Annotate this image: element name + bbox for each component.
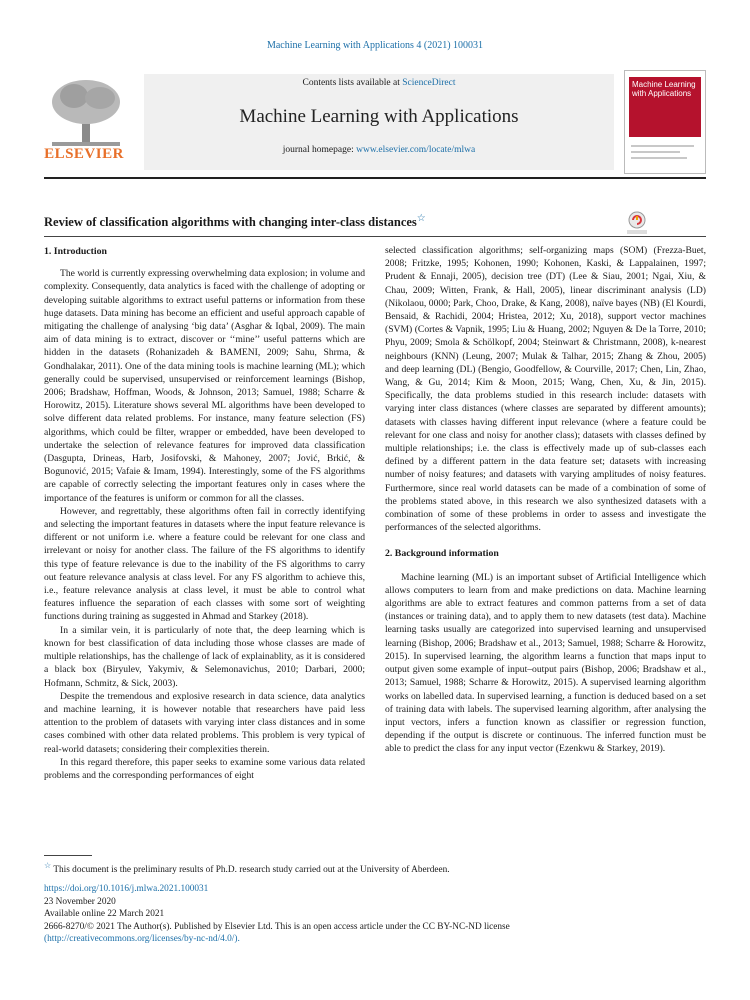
intro-paragraph-2: However, and regrettably, these algorithms often fail in correctly identifying and selecting the important features in datasets where the input feature relevance is different or not uniform i.e. where a feature could be relevant for one class and irrelevant or noisy for another class. The failure of the FS algorithms to identify this type of feature relevance is due to the inability of the FS algorithms to carry out feature relevance analysis at class level. For any FS algorithm to achieve this, i.e., feature relevance analysis at class level, it must be able to control what features influence the separation of each classes with some sort of weighting functions during training as suggested in Ahmad and Starkey (2018).	[44, 505, 365, 623]
contents-prefix: Contents lists available at	[302, 78, 403, 88]
journal-cover-thumbnail[interactable]	[624, 70, 706, 174]
elsevier-wordmark: ELSEVIER	[44, 146, 124, 162]
journal-masthead	[44, 70, 706, 174]
footnote	[44, 861, 450, 875]
sciencedirect-link[interactable]: ScienceDirect	[402, 78, 456, 88]
license-link[interactable]: (http://creativecommons.org/licenses/by-nc-nd/4.0/).	[44, 934, 240, 945]
homepage-prefix: journal homepage:	[282, 145, 357, 155]
footnote-rule	[44, 855, 92, 856]
cover-title: Machine Learning with Applications	[632, 80, 696, 98]
available-online-date: Available online 22 March 2021	[44, 909, 165, 920]
left-column	[44, 244, 365, 782]
received-date: 23 November 2020	[44, 896, 116, 907]
title-rule	[44, 236, 706, 237]
cover-decoration	[631, 145, 701, 163]
check-updates-icon	[625, 210, 649, 236]
title-footnote-marker[interactable]: ☆	[416, 213, 426, 224]
contents-line	[144, 78, 614, 88]
journal-homepage-link[interactable]: www.elsevier.com/locate/mlwa	[356, 145, 476, 155]
article-metadata	[44, 883, 510, 946]
homepage-line	[144, 145, 614, 155]
intro-paragraph-5: In this regard therefore, this paper seeks to examine some various data related problems and the corresponding performances of eight	[44, 756, 365, 781]
footnote-marker: ☆	[44, 861, 52, 870]
intro-paragraph-4: Despite the tremendous and explosive research in data science, data analytics and machine learning, it is however notable that researchers have paid less attention to the problem of datasets with varying inter class distances and in some cases combined with other data related problems. This problem is very typical of real-world datasets; considering their complexities therein.	[44, 690, 365, 755]
background-paragraph-1: Machine learning (ML) is an important subset of Artificial Intelligence which allows computers to learn from and make predictions on data. Machine learning algorithms are able to extract features and common patterns from a set of data (instances or training data), and to apply them to new datasets (test data). Machine learning tasks usually are categorized into supervised learning and unsupervised learning (Bishop, 2006; Bradshaw et al., 2013; Samuel, 1988; Scharre & Horowitz, 2015). In supervised learning, the algorithm learns a function that maps input to output given some example of input–output pairs (Bishop, 2006; Bradshaw et al., 2013; Samuel, 1988; Scharre & Horowitz, 2015). A supervised learning algorithm works on labelled data. In supervised learning, a function is deduced based on a set of training data with labels. The supervised learning algorithm, after analysing the input vectors, infers a function known as classifier or regression function, depending if the output is discrete or continuous. The inferred function must be able to predict the class for any input vector (Ezenkwu & Starkey, 2019).	[385, 571, 706, 755]
journal-title: Machine Learning with Applications	[239, 106, 519, 127]
license-statement: 2666-8270/© 2021 The Author(s). Published by Elsevier Ltd. This is an open access article under the CC BY-NC-ND license	[44, 921, 510, 932]
footnote-text: This document is the preliminary results of Ph.D. research study carried out at the University of Aberdeen.	[53, 865, 450, 876]
right-column	[385, 244, 706, 756]
intro-paragraph-1: The world is currently expressing overwhelming data explosion; in volume and complexity. Consequently, data analytics is faced with the challenge of adopting or developing suitable algorithms to extract useful patterns or information from these huge datasets. Data mining has become an efficient and useful approach capable of mitigating the challenge of analysing ‘big data’ (Asghar & Iqbal, 2009). The main aim of data mining is to extract, discover or ‘‘mine’’ useful patterns which are hidden in the datasets (Rohanizadeh & BAMENI, 2009; Sahu, Shrma, & Gondhalakar, 2011). One of the data mining tools is machine learning (ML); which generally could be supervised, unsupervised or reinforcement learnings (Bishop, 2006; Bradshaw, Hoffman, Woods, & Johnson, 2013; Samuel, 1988; Scharre & Horowitz, 2015). Literature shows several ML algorithms have been developed to solve different data related problems. For instance, many feature selection (FS) algorithms, which could be filter, wrapper or embedded, have been developed to undertake the selection of relevance features for improved data classification (Dasgupta, Drineas, Harb, Josifovski, & Mahoney, 2007; Jović, Brkić, & Bogunović, 2015; Vafaie & Imam, 1994). Interestingly, some of the FS algorithms are capable of correctly selecting the important features only in cases where the importance of the features is uniform or common for all the classes.	[44, 268, 365, 504]
doi-link[interactable]: https://doi.org/10.1016/j.mlwa.2021.100031	[44, 884, 209, 894]
journal-info-box	[144, 74, 614, 170]
article-title-text: Review of classification algorithms with changing inter-class distances	[44, 215, 417, 230]
intro-paragraph-6: selected classification algorithms; self-organizing maps (SOM) (Frezza-Buet, 2008; Fritzke, 1995; Kohonen, 1990; Kohonen, Kaski, & Lappalainen, 1997; Prudent & Ennaji, 2005), decision tree (DT) (Lee & Siau, 2001; Ngai, Xiu, & Chau, 2009; Witten, Frank, & Hall, 2005), linear discriminant analysis (LD) (Nikolaou, 0000; Park, Choo, Drake, & Kang, 2008), naïve bayes (NB) (El Kourdi, Bensaid, & Rachidi, 2004; Hristea, 2012; Xu, 2018), support vector machines (SVM) (Cortes & Vapnik, 1995; Liu & Huang, 2002; Nguyen & De la Torre, 2010; Phyu, 2009; Smola & Schölkopf, 2004; Steinwart & Christmann, 2008), k-nearest neighbours (KNN) (Leung, 2007; Mulak & Talhar, 2015; Zhang & Zhou, 2005) and deep learning (DL) (Bengio, Goodfellow, & Courville, 2017; Chen, Lin, Zhao, Wang, & Gu, 2014; Kim & Moon, 2015; Wang, Chen, Xu, & Jin, 2015). Specifically, the data problems studied in this research include: datasets with varying inter class distances (where classes are separated by different amounts); datasets with classes having different input relevance (where a feature could be relevant for one class and noisy for another class); datasets with classes defined by multiple relationships; i.e. the class is effectively made up of sub-classes each defined by a different pattern in the data feature set; datasets with increasing number of noisy features; and datasets with varying amplitudes of noisy features. Furthermore, since real world datasets can be made of a combination of some of the problems stated above, in this research we also synthesized datasets with a combination of some of these problems in order to assess and investigate the performances of the selected algorithms.	[385, 245, 706, 534]
cover-banner	[629, 77, 701, 137]
masthead-rule	[44, 177, 706, 179]
section-heading-introduction: 1. Introduction	[44, 246, 107, 257]
check-for-updates-badge[interactable]	[625, 210, 649, 236]
section-heading-background: 2. Background information	[385, 548, 499, 560]
running-head[interactable]: Machine Learning with Applications 4 (2021) 100031	[266, 40, 484, 51]
intro-paragraph-3: In a similar vein, it is particularly of note that, the deep learning which is known for best classification of data including those whose classes are made of multiple relationships, has the challenge of lack of explainablity, as it is considered a black box (Biryulev, Yakymiv, & Selemonavichus, 2010; Darbari, 2000; Hofmann, Schmitz, & Sick, 2003).	[44, 624, 365, 689]
article-title	[44, 213, 426, 230]
